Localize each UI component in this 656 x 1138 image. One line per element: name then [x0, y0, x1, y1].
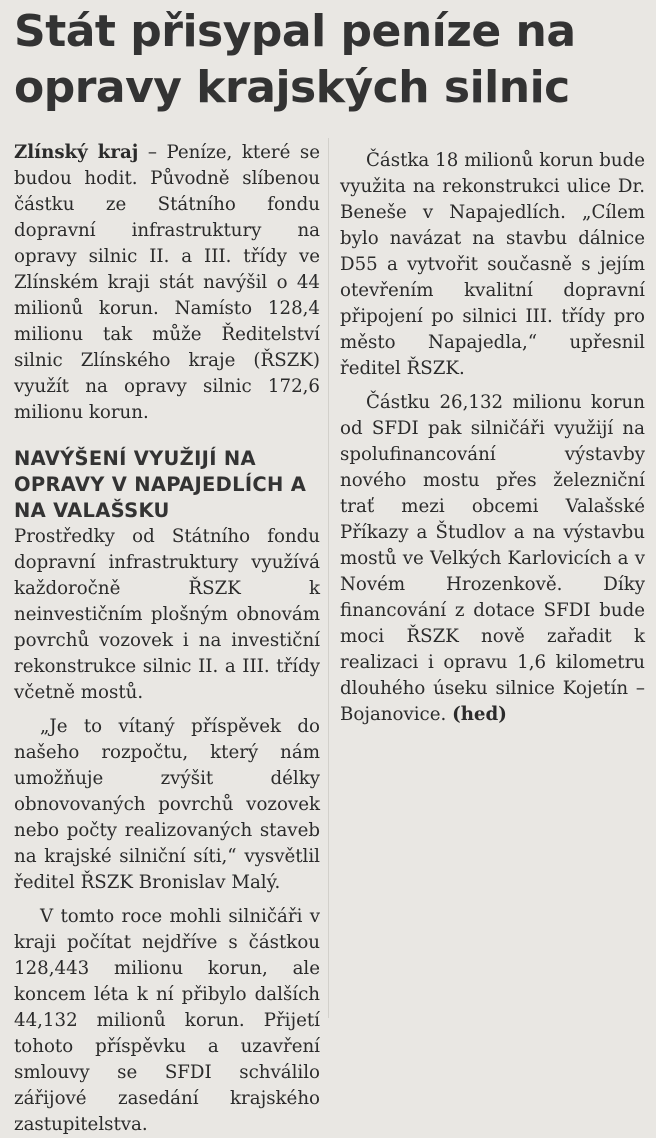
paragraph-5: Částka 18 milionů korun bude využita na rekonstrukci ulice Dr. Beneše v Napajedlích. „Cílem bylo navázat na stavbu dálnice D55 a vytvořit současně s jejím otevřením kvalitní dopravní připojení po silnici III. třídy pro město Napajedla,“ upřesnil ředitel ŘSZK.: [340, 150, 645, 379]
paragraph-3: „Je to vítaný příspěvek do našeho rozpočtu, který nám umožňuje zvýšit délky obnovovaných povrchů vozovek nebo počty realizovaných staveb na krajské silniční síti,“ vysvětlil ředitel ŘSZK Bronislav Malý.: [14, 716, 320, 893]
lead-dash: –: [138, 142, 167, 163]
paragraph-2: Prostředky od Státního fondu dopravní infrastruktury využívá každoročně ŘSZK k neinvestičním plošným obnovám povrchů vozovek i na investiční rekonstrukce silnic II. a III. třídy včetně mostů.: [14, 526, 320, 703]
lead-label: Zlínský kraj: [14, 142, 139, 163]
paragraph-6-text: Částku 26,132 milionu korun od SFDI pak silničáři využijí na spolufinancování výstavby nového mostu přes železniční trať mezi obcemi Valašské Příkazy a Študlov a na výstavbu mostů ve Velkých Karlovicích a v Novém Hrozenkově. Díky financování z dotace SFDI bude moci ŘSZK nově zařadit k realizaci i opravu 1,6 kilometru dlouhého úseku silnice Kojetín – Bojanovice.: [340, 392, 645, 725]
paragraph-6: [340, 390, 645, 728]
left-column: [14, 140, 320, 1138]
lead-paragraph: [14, 140, 320, 426]
right-column: [340, 140, 645, 728]
column-divider: [328, 138, 329, 1018]
author-signature: (hed): [452, 704, 507, 725]
paragraph-1: Peníze, které se budou hodit. Původně slíbenou částku ze Státního fondu dopravní infrastruktury na opravy silnic II. a III. třídy ve Zlínském kraji stát navýšil o 44 milionů korun. Namísto 128,4 milionu tak může Ředitelství silnic Zlínského kraje (ŘSZK) využít na opravy silnic 172,6 milionu korun.: [14, 142, 320, 423]
subheading: NAVÝŠENÍ VYUŽIJÍ NA OPRAVY V NAPAJEDLÍCH A NA VALAŠSKU: [14, 447, 307, 522]
headline: Stát přisypal peníze na opravy krajských silnic: [14, 6, 576, 113]
paragraph-4: V tomto roce mohli silničáři v kraji počítat nejdříve s částkou 128,443 milionu korun, ale koncem léta k ní přibylo dalších 44,132 milionů korun. Přijetí tohoto příspěvku a uzavření smlouvy se SFDI schválilo zářijové zasedání krajského zastupitelstva.: [14, 906, 320, 1135]
